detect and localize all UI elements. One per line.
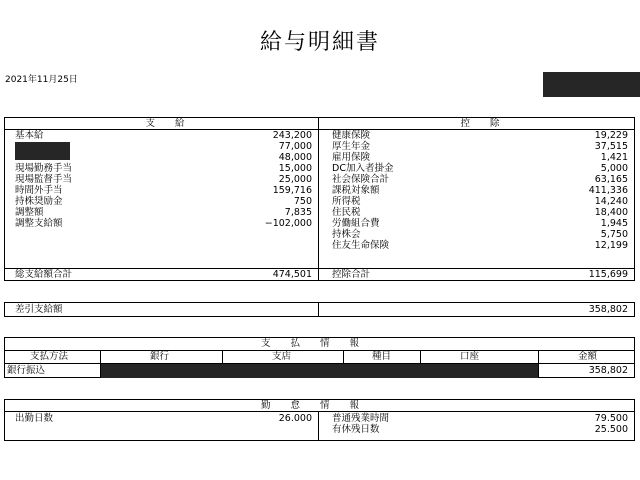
pay-item-value: −102,000 — [264, 218, 312, 229]
payment-amount-value: 358,802 — [588, 365, 628, 376]
deduction-item-value: 12,199 — [594, 240, 628, 251]
attendance-label: 普通残業時間 — [332, 413, 390, 424]
payment-info-header: 支払情報 — [260, 338, 379, 349]
attendance-value: 79.500 — [594, 413, 628, 424]
attendance-label: 出勤日数 — [15, 413, 54, 424]
pay-item-value: 159,716 — [272, 185, 312, 196]
net-pay-value: 358,802 — [588, 304, 628, 315]
deduction-item-value: 411,336 — [588, 185, 628, 196]
attendance-value: 26.000 — [278, 413, 312, 424]
column-header-type: 種目 — [372, 351, 392, 362]
deduction-item-label: 住民税 — [332, 207, 361, 218]
column-header-account: 口座 — [460, 351, 480, 362]
deduction-item-label: DC加入者掛金 — [332, 163, 394, 174]
column-header-method: 支払方法 — [30, 351, 69, 362]
deduction-item-value: 18,400 — [594, 207, 628, 218]
attendance-header: 勤怠情報 — [260, 400, 379, 411]
deduction-item-label: 健康保険 — [332, 130, 371, 141]
deduction-item-label: 厚生年金 — [332, 141, 371, 152]
pay-item-value: 243,200 — [272, 130, 312, 141]
pay-item-label: 現場勤務手当 — [15, 163, 73, 174]
pay-total-label: 総支給額合計 — [15, 269, 73, 280]
deduction-header: 控除 — [460, 118, 520, 129]
deduction-item-value: 37,515 — [594, 141, 628, 152]
deduction-item-value: 5,000 — [600, 163, 628, 174]
column-header-amount: 金額 — [578, 351, 598, 362]
deduction-item-value: 14,240 — [594, 196, 628, 207]
redacted-bank-details — [101, 364, 538, 378]
deduction-item-label: 社会保険合計 — [332, 174, 390, 185]
pay-item-label: 調整額 — [15, 207, 44, 218]
net-pay-label: 差引支給額 — [15, 304, 63, 315]
pay-item-label: 調整支給額 — [15, 218, 63, 229]
redacted-name — [543, 72, 640, 97]
attendance-label: 有休残日数 — [332, 424, 380, 435]
pay-item-label: 時間外手当 — [15, 185, 63, 196]
deduction-item-value: 5,750 — [600, 229, 628, 240]
column-header-bank: 銀行 — [150, 351, 170, 362]
redacted-label — [15, 142, 70, 160]
pay-item-label: 現場監督手当 — [15, 174, 73, 185]
pay-item-label: 持株奨励金 — [15, 196, 63, 207]
deduction-item-label: 住友生命保険 — [332, 240, 390, 251]
attendance-value: 25.500 — [594, 424, 628, 435]
column-header-branch: 支店 — [272, 351, 292, 362]
deduction-item-label: 雇用保険 — [332, 152, 371, 163]
deduction-item-value: 1,945 — [600, 218, 628, 229]
pay-item-value: 77,000 — [278, 141, 312, 152]
pay-header: 支給 — [145, 118, 205, 129]
issue-date: 2021年11月25日 — [5, 75, 78, 85]
deduction-total-label: 控除合計 — [332, 269, 371, 280]
payment-method-value: 銀行振込 — [7, 365, 46, 376]
document-title: 給与明細書 — [259, 30, 380, 55]
pay-item-label: 基本給 — [15, 130, 44, 141]
deduction-item-label: 持株会 — [332, 229, 361, 240]
pay-item-value: 48,000 — [278, 152, 312, 163]
deduction-item-value: 19,229 — [594, 130, 628, 141]
pay-item-value: 15,000 — [278, 163, 312, 174]
deduction-item-label: 課税対象額 — [332, 185, 380, 196]
pay-item-value: 7,835 — [284, 207, 312, 218]
deduction-item-label: 所得税 — [332, 196, 361, 207]
deduction-item-value: 1,421 — [600, 152, 628, 163]
pay-total-value: 474,501 — [272, 269, 312, 280]
pay-item-value: 750 — [293, 196, 312, 207]
deduction-total-value: 115,699 — [588, 269, 628, 280]
deduction-item-label: 労働組合費 — [332, 218, 380, 229]
pay-item-value: 25,000 — [278, 174, 312, 185]
deduction-item-value: 63,165 — [594, 174, 628, 185]
